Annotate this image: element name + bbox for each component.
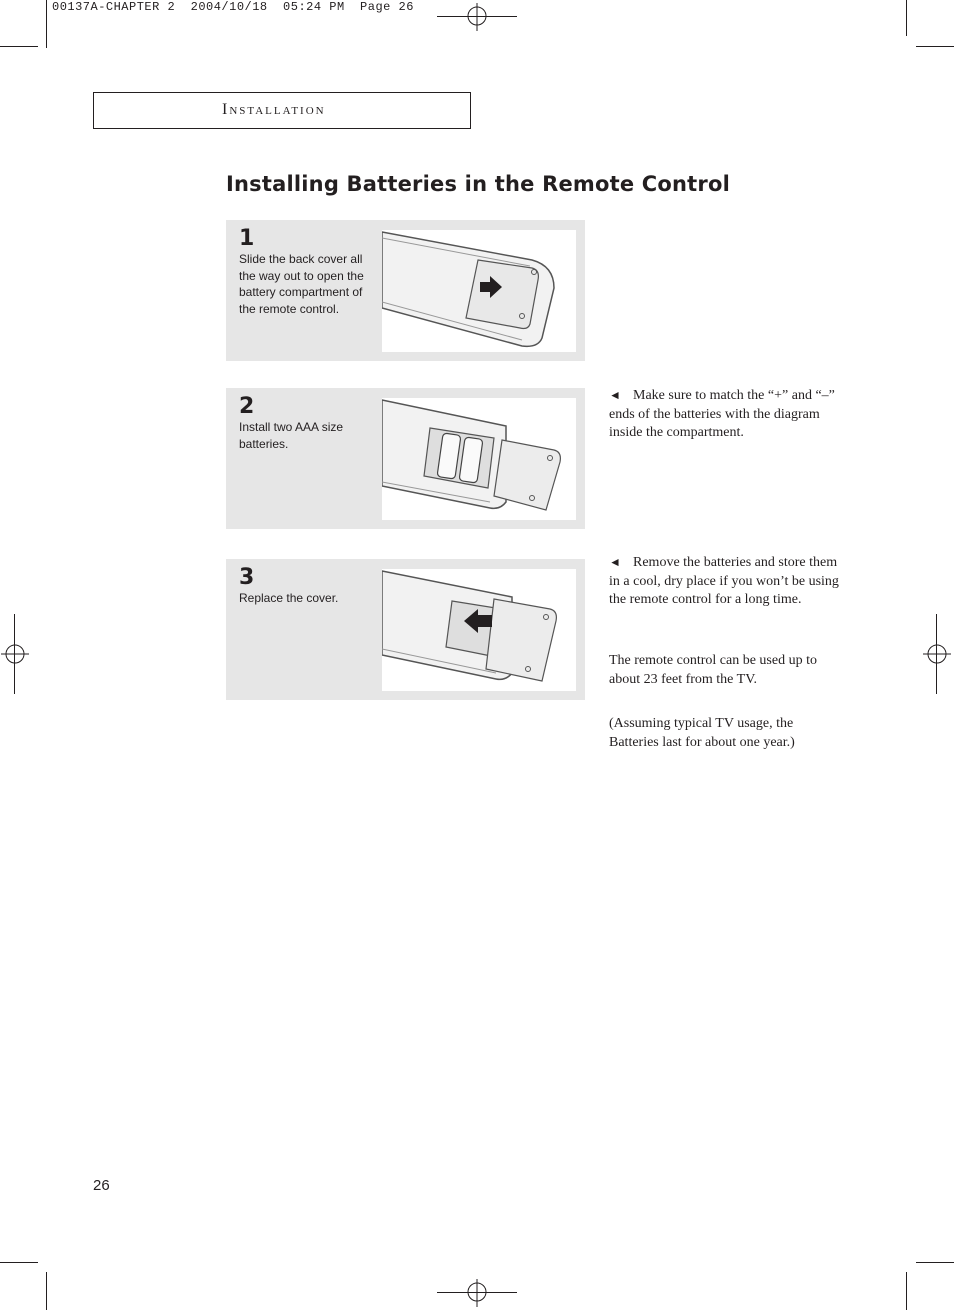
step-text: Slide the back cover all the way out to open the battery compartment of the remote control. bbox=[239, 252, 364, 316]
remote-insert-batteries-illustration bbox=[382, 398, 576, 520]
crop-mark bbox=[916, 46, 954, 47]
crop-mark bbox=[916, 1262, 954, 1263]
note-store-batteries bbox=[609, 553, 845, 610]
remote-replace-cover-illustration bbox=[382, 569, 576, 691]
crop-mark bbox=[0, 46, 38, 47]
registration-mark-icon bbox=[1, 640, 29, 668]
note-bullet-icon: ◄ bbox=[609, 555, 621, 569]
print-header: 00137A-CHAPTER 2 2004/10/18 05:24 PM Page 26 bbox=[52, 0, 414, 14]
step-panel-3 bbox=[226, 559, 585, 700]
crop-mark bbox=[0, 1262, 38, 1263]
step-text: Install two AAA size batteries. bbox=[239, 420, 344, 451]
crop-mark bbox=[46, 1272, 47, 1310]
page-number: 26 bbox=[93, 1177, 110, 1194]
note-text: Make sure to match the “+” and “–” ends of the batteries with the diagram inside the compartment. bbox=[609, 388, 835, 440]
note-text: Remove the batteries and store them in a cool, dry place if you won’t be using the remote control for a long time. bbox=[609, 555, 839, 607]
step-panel-1 bbox=[226, 220, 585, 361]
step-number: 3 bbox=[239, 565, 255, 590]
step-number: 2 bbox=[239, 394, 255, 419]
step-panel-2 bbox=[226, 388, 585, 529]
crop-mark bbox=[906, 0, 907, 36]
remote-slide-cover-illustration bbox=[382, 230, 576, 352]
note-text: (Assuming typical TV usage, the Batteries last for about one year.) bbox=[609, 716, 795, 750]
step-number: 1 bbox=[239, 226, 255, 251]
registration-mark-icon bbox=[463, 1279, 491, 1307]
note-range bbox=[609, 652, 845, 689]
note-text: The remote control can be used up to about 23 feet from the TV. bbox=[609, 653, 817, 687]
registration-mark-icon bbox=[923, 640, 951, 668]
note-battery-life bbox=[609, 715, 845, 752]
note-bullet-icon: ◄ bbox=[609, 388, 621, 402]
crop-mark bbox=[906, 1272, 907, 1310]
registration-mark-icon bbox=[463, 3, 491, 31]
note-match-polarity bbox=[609, 386, 845, 443]
crop-mark bbox=[46, 0, 47, 48]
section-label: Installation bbox=[222, 101, 326, 118]
page-title: Installing Batteries in the Remote Control bbox=[226, 172, 730, 196]
step-text: Replace the cover. bbox=[239, 591, 339, 605]
